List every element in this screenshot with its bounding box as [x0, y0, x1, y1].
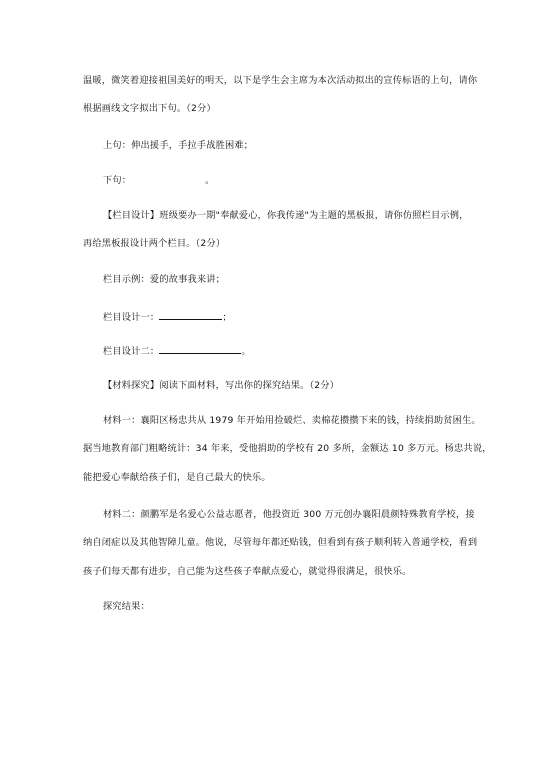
text-line: 纳自闭症以及其他智障儿童。他说，尽管每年都还贴钱，但看到有孩子顺利转入普通学校，看到	[83, 537, 478, 548]
blank-underline[interactable]	[159, 344, 241, 354]
answer-line-column-2	[103, 344, 251, 358]
text-line: 【栏目设计】班级要办一期"奉献爱心，你我传递"为主题的黑板报，请你仿照栏目示例，	[103, 210, 469, 221]
answer-end-punct: ；	[222, 312, 232, 323]
text-line: 栏目示例：爱的故事我来讲；	[103, 274, 226, 285]
answer-end-punct: 。	[205, 175, 215, 186]
text-line: 温暖，微笑着迎接祖国美好的明天，以下是学生会主席为本次活动拟出的宣传标语的上句，请你	[83, 75, 478, 86]
answer-label: 栏目设计一：	[103, 312, 160, 323]
text-line: 再给黑板报设计两个栏目。（2分）	[83, 238, 226, 249]
answer-line-column-1	[103, 310, 232, 324]
text-line: 能把爱心奉献给孩子们，是自己最大的快乐。	[83, 472, 271, 483]
answer-end-punct: 。	[241, 346, 251, 357]
text-line: 据当地教育部门粗略统计：34 年来，受他捐助的学校有 20 多所，金额达 10 多万元。杨忠共说，	[83, 443, 492, 454]
answer-line-lower-sentence	[103, 175, 215, 187]
text-line: 根据画线文字拟出下句。（2分）	[83, 103, 216, 114]
blank-underline[interactable]	[159, 310, 222, 320]
answer-label: 下句：	[103, 175, 132, 186]
text-line: 材料二：颜鹏军是名爱心公益志愿者，他投资近 300 万元创办襄阳晨颜特殊教育学校，接	[103, 509, 475, 520]
text-line: 上句：伸出援手，手拉手战胜困难；	[103, 140, 254, 151]
text-line: 探究结果：	[103, 601, 150, 612]
text-line: 材料一：襄阳区杨忠共从 1979 年开始用捡破烂、卖棉花攒攒下来的钱，持续捐助贫困生。	[103, 415, 481, 426]
text-line: 孩子们每天都有进步，自己能为这些孩子奉献点爱心，就觉得很满足，很快乐。	[83, 566, 412, 577]
text-line: 【材料探究】阅读下面材料，写出你的探究结果。（2分）	[103, 380, 340, 391]
answer-label: 栏目设计二：	[103, 346, 160, 357]
